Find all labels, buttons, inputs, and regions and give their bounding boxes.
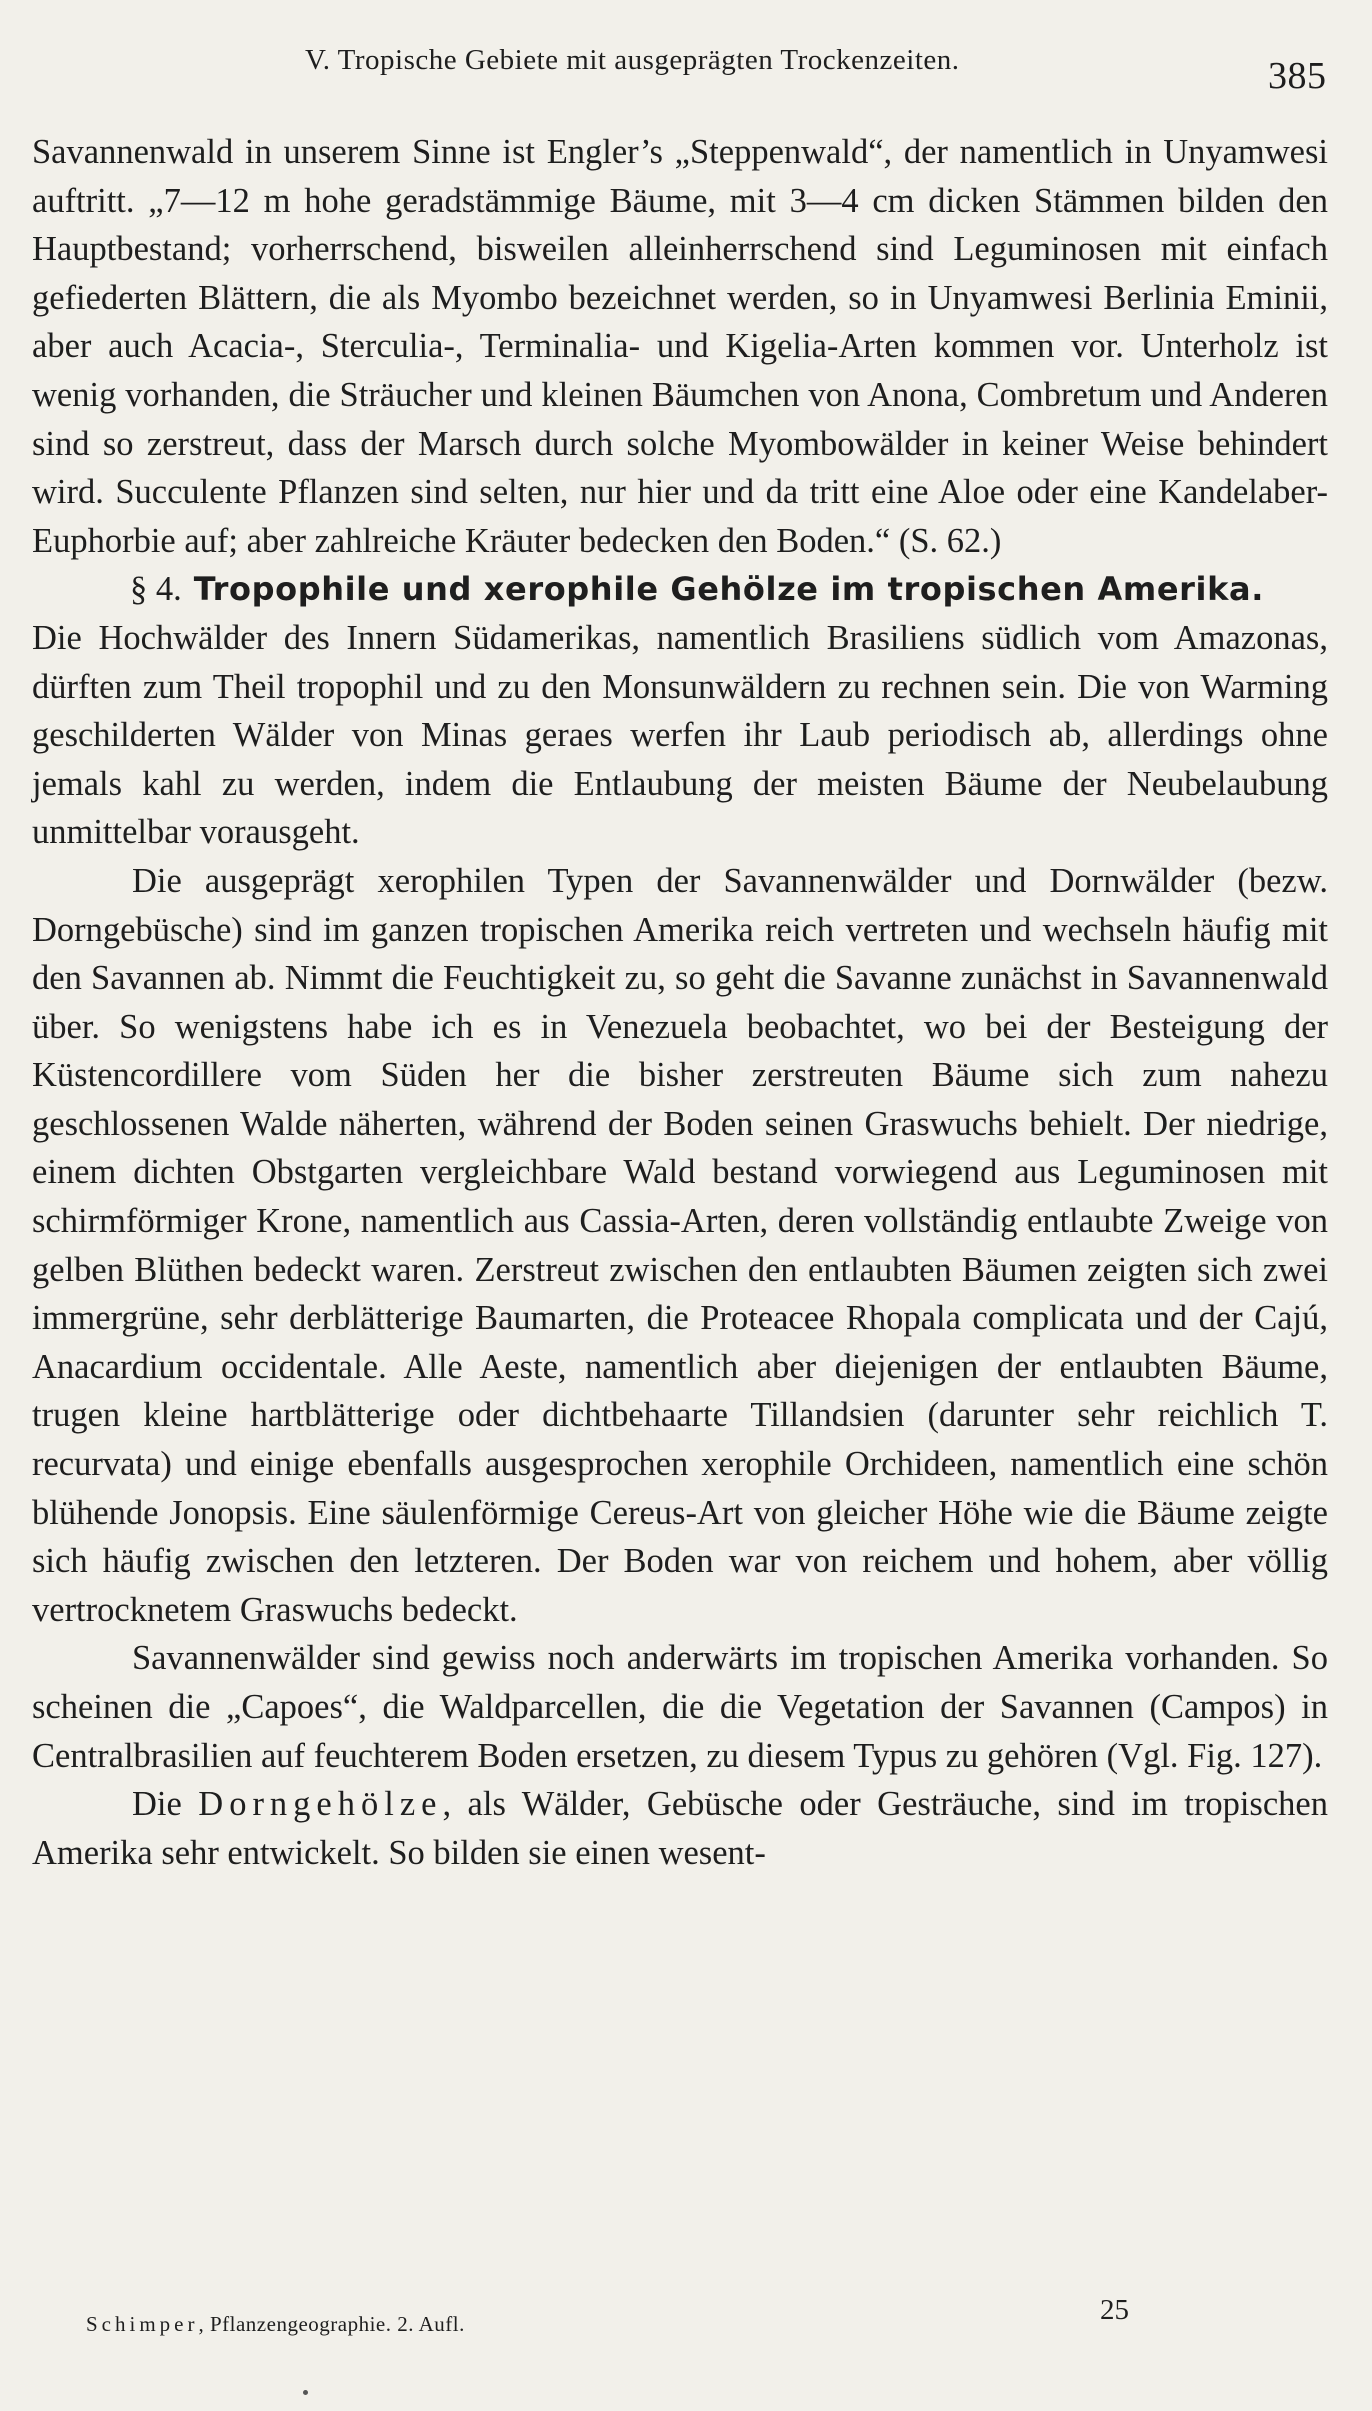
footer-book: , Pflanzengeographie. 2. Aufl.	[198, 2312, 465, 2336]
dorngehoelze-lead: Die	[132, 1785, 199, 1824]
dorngehoelze-rest: , als Wälder, Gebüsche oder Gesträuche, sind im tropischen Amerika sehr entwickelt. So bilden sie einen wesent-	[32, 1785, 1328, 1872]
footer-reference	[86, 2312, 465, 2337]
page-number: 385	[1268, 55, 1327, 97]
dorngehoelze-term: Dorngehölze	[198, 1785, 443, 1824]
page-footer	[0, 2294, 1372, 2354]
paragraph-savannenwaelder: Savannenwälder sind gewiss noch anderwärts im tropischen Amerika vorhanden. So scheinen die „Capoes“, die Waldparcellen, die die Vegetation der Savannen (Campos) in Centralbrasilien auf feuchterem Boden ersetzen, zu diesem Typus zu gehören (Vgl. Fig. 127).	[32, 1639, 1328, 1775]
print-speck	[303, 2390, 308, 2395]
running-title: V. Tropische Gebiete mit ausgeprägten Trockenzeiten.	[305, 44, 960, 76]
paragraph-xerophile-typen: Die ausgeprägt xerophilen Typen der Savannenwälder und Dornwälder (bezw. Dorngebüsche) sind im ganzen tropischen Amerika reich vertreten und wechseln häufig mit den Savannen ab. Nimmt die Feuchtigkeit zu, so geht die Savanne zunächst in Savannenwald über. So wenigstens habe ich es in Venezuela beobachtet, wo bei der Besteigung der Küstencordillere vom Süden her die bisher zerstreuten Bäume sich zum nahezu geschlossenen Walde näherten, während der Boden seinen Graswuchs behielt. Der niedrige, einem dichten Obstgarten vergleichbare Wald bestand vorwiegend aus Leguminosen mit schirmförmiger Krone, namentlich aus Cassia-Arten, deren vollständig entlaubte Zweige von gelben Blüthen bedeckt waren. Zerstreut zwischen den entlaubten Bäumen zeigten sich zwei immergrüne, sehr derblätterige Baumarten, die Proteacee Rhopala complicata und der Cajú, Anacardium occidentale. Alle Aeste, namentlich aber diejenigen der entlaubten Bäume, trugen kleine hartblätterige oder dichtbehaarte Tillandsien (darunter sehr reichlich T. recurvata) und einige ebenfalls ausgesprochen xerophile Orchideen, namentlich eine schön blühende Jonopsis. Eine säulenförmige Cereus-Art von gleicher Höhe wie die Bäume zeigte sich häufig zwischen den letzteren. Der Boden war von reichem und hohem, aber völlig vertrocknetem Graswuchs bedeckt.	[32, 861, 1328, 1629]
section-title: Tropophile und xerophile Gehölze im tropischen Amerika.	[193, 570, 1264, 609]
footer-author: Schimper	[86, 2312, 199, 2336]
section-heading	[32, 565, 1328, 614]
paragraph-savannenwald: Savannenwald in unserem Sinne ist Engler’s „Steppenwald“, der namentlich in Unyamwesi auftritt. „7—12 m hohe geradstämmige Bäume, mit 3—4 cm dicken Stämmen bilden den Hauptbestand; vorherrschend, bisweilen alleinherrschend sind Leguminosen mit einfach gefiederten Blättern, die als Myombo bezeichnet werden, so in Unyamwesi Berlinia Eminii, aber auch Acacia-, Sterculia-, Terminalia- und Kigelia-Arten kommen vor. Unterholz ist wenig vorhanden, die Sträucher und kleinen Bäumchen von Anona, Combretum und Anderen sind so zerstreut, dass der Marsch durch solche Myombowälder in keiner Weise behindert wird. Succulente Pflanzen sind selten, nur hier und da tritt eine Aloe oder eine Kandelaber-Euphorbie auf; aber zahlreiche Kräuter bedecken den Boden.“ (S. 62.)	[32, 133, 1328, 560]
paragraph-hochwaelder: Die Hochwälder des Innern Südamerikas, namentlich Brasiliens südlich vom Amazonas, dürften zum Theil tropophil und zu den Monsunwäldern zu rechnen sein. Die von Warming geschilderten Wälder von Minas geraes werfen ihr Laub periodisch ab, allerdings ohne jemals kahl zu werden, indem die Entlaubung der meisten Bäume der Neubelaubung unmittelbar vorausgeht.	[32, 618, 1328, 852]
body-text	[32, 128, 1328, 1877]
signature-mark: 25	[1100, 2294, 1129, 2326]
section-symbol: § 4.	[130, 570, 182, 609]
paragraph-dorngehoelze	[32, 1780, 1328, 1877]
